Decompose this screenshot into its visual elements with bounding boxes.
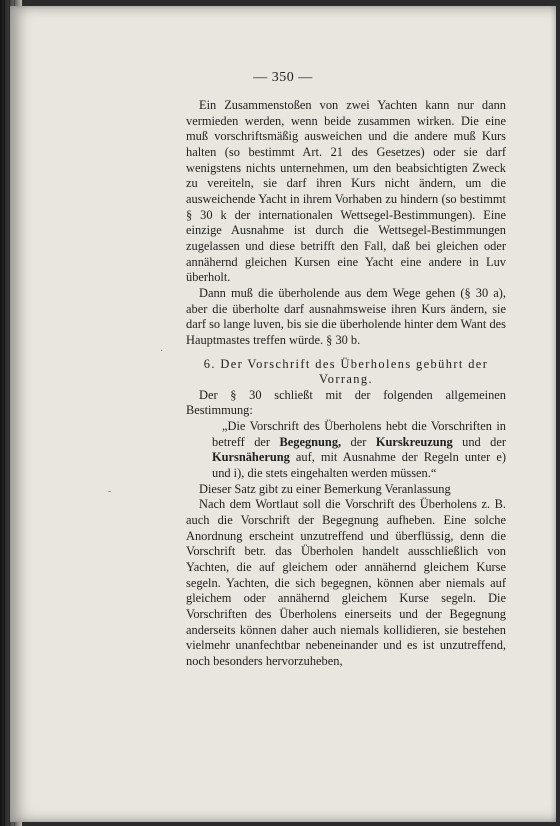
margin-speck: · xyxy=(160,346,164,357)
section-heading: 6. Der Vorschrift des Überholens gebührt der Vorrang. xyxy=(203,356,489,387)
paragraph-remark: Dieser Satz gibt zu einer Bemerkung Veranlassung xyxy=(199,481,451,496)
quote-text: der xyxy=(341,434,376,449)
quoted-rule xyxy=(212,419,506,482)
margin-speck: - xyxy=(108,486,112,497)
book-page xyxy=(10,6,556,822)
quote-bold-term: Kursnäherung xyxy=(212,450,290,465)
section-gap xyxy=(186,349,506,357)
quote-bold-term: Begegnung, xyxy=(279,434,342,449)
quote-text: und der xyxy=(452,434,506,449)
page-number: — 350 — xyxy=(253,70,313,85)
quote-text: „Die Vorschrift des Überholens hebt die Vorschriften in betreff der xyxy=(212,419,506,449)
page-body-text xyxy=(186,98,506,670)
paragraph-general-provision: Der § 30 schließt mit der folgenden allgemeinen Bestimmung: xyxy=(186,387,506,418)
quote-bold-term: Kurskreuzung xyxy=(375,434,453,449)
paragraph-overtaking-luff: Dann muß die überholende aus dem Wege gehen (§ 30 a), aber die überholte darf ausnahmsweise ihren Kurs ändern, sie darf so lange luven, bis sie die überholende hinter dem Want des Hauptmastes treffen würde. § 30 b. xyxy=(186,285,506,347)
paragraph-collision-avoidance: Ein Zusammenstoßen von zwei Yachten kann nur dann vermieden werden, wenn beide zusammen wirken. Die eine muß vorschriftsmäßig ausweichen und die andere muß Kurs halten (so bestimmt Art. 21 des Gesetzes) oder sie darf wenigstens nichts unternehmen, um den beabsichtigten Zweck zu vereiteln, sie darf ihren Kurs nicht ändern, um die ausweichende Yacht in ihrem Vorhaben zu hindern (so bestimmt § 30 k der internationalen Wettsegel-Bestimmungen). Eine einzige Ausnahme ist durch die Wettsegel-Bestimmungen zugelassen und diese betrifft den Fall, daß bei gleichen oder annähernd gleichen Kursen eine Yacht eine andere in Luv überholt. xyxy=(186,98,506,285)
spine-edge-line xyxy=(4,0,5,826)
paragraph-analysis: Nach dem Wortlaut soll die Vorschrift des Überholens z. B. auch die Vorschrift der Begegnung aufheben. Eine solche Anordnung erscheint unzutreffend und überflüssig, denn die Vorschrift betr. das Überholen handelt ausschließlich von Yachten, die auf gleichem oder annähernd gleichem Kurse segeln. Yachten, die sich begegnen, können aber niemals auf gleichem oder annähernd gleichem Kurse segeln. Die Vorschriften des Überholens einerseits und der Begegnung anderseits können daher auch niemals kollidieren, sie bestehen vielmehr unanfechtbar nebeneinander und es ist unzutreffend, noch besonders hervorzuheben, xyxy=(186,497,506,668)
quote-text: auf, mit Ausnahme der Regeln unter e) und i), die stets eingehalten werden müssen.“ xyxy=(212,450,506,481)
